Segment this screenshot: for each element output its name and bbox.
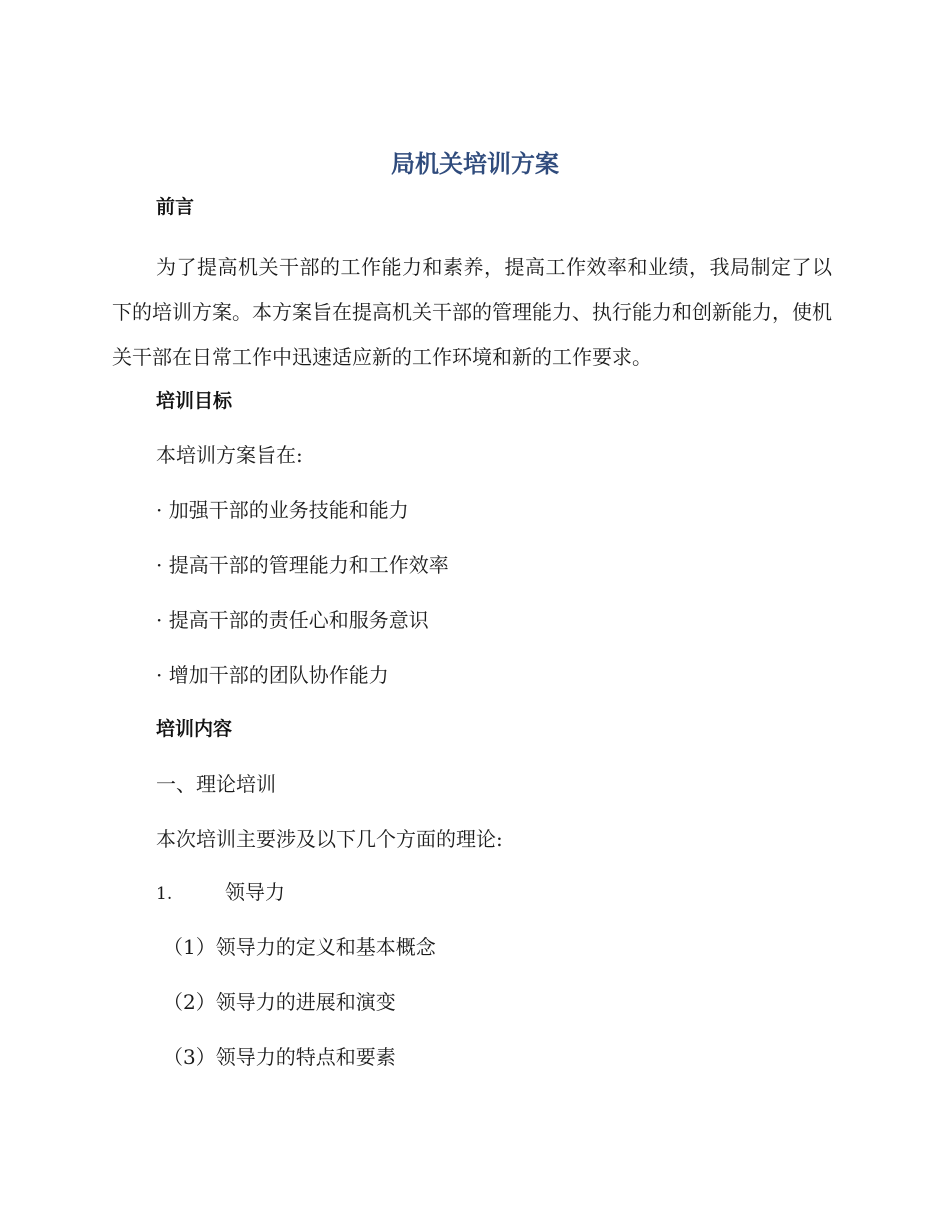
- goal-item: · 提高干部的责任心和服务意识: [156, 608, 429, 632]
- goals-heading: 培训目标: [156, 390, 233, 412]
- theory-heading: 一、理论培训: [156, 772, 276, 796]
- theory-intro: 本次培训主要涉及以下几个方面的理论:: [156, 827, 503, 851]
- document-title: 局机关培训方案: [391, 150, 559, 178]
- sub-item: （2）领导力的进展和演变: [163, 990, 396, 1014]
- goal-item: · 提高干部的管理能力和工作效率: [156, 553, 449, 577]
- list-item-label: 领导力: [225, 880, 285, 904]
- list-number: 1.: [156, 884, 173, 904]
- goal-item: · 加强干部的业务技能和能力: [156, 498, 409, 522]
- preface-paragraph: 为了提高机关干部的工作能力和素养，提高工作效率和业绩，我局制定了以下的培训方案。本方案旨在提高机关干部的管理能力、执行能力和创新能力，使机关干部在日常工作中迅速适应新的工作环境和新的工作要求。: [112, 255, 832, 369]
- goal-item: · 增加干部的团队协作能力: [156, 663, 389, 687]
- goals-intro: 本培训方案旨在:: [156, 443, 303, 467]
- sub-item: （3）领导力的特点和要素: [163, 1045, 396, 1069]
- sub-item: （1）领导力的定义和基本概念: [163, 935, 436, 959]
- preface-heading: 前言: [156, 196, 195, 218]
- content-heading: 培训内容: [156, 718, 233, 740]
